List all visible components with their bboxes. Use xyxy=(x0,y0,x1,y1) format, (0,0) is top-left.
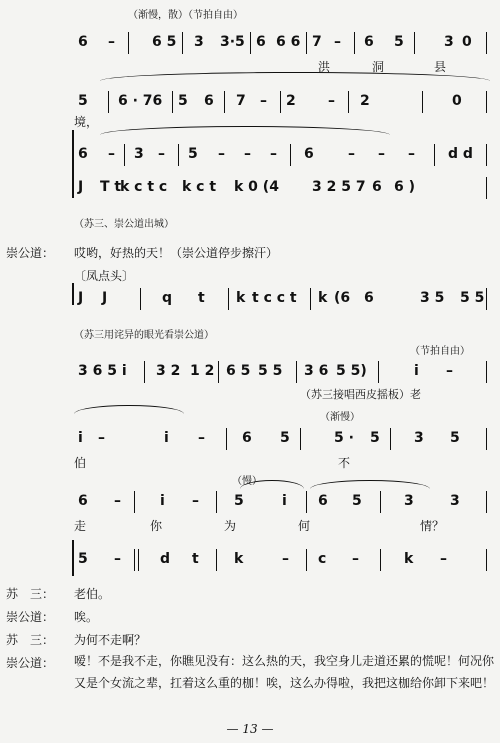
note: 6 xyxy=(364,290,374,306)
direction-2: （苏三、崇公道出城） xyxy=(74,219,174,230)
notation-row xyxy=(74,363,498,385)
barline xyxy=(422,91,423,113)
note: k xyxy=(236,290,246,306)
note: 5 · xyxy=(334,430,354,446)
note: – xyxy=(446,363,453,379)
notation-row xyxy=(74,34,498,56)
note: (6 xyxy=(334,290,351,306)
barline xyxy=(310,288,311,310)
slur xyxy=(100,126,390,135)
note: 6 xyxy=(318,493,328,509)
notation-row xyxy=(74,551,498,573)
direction-6: （渐慢） xyxy=(320,412,360,423)
note: – xyxy=(270,146,277,162)
lyric-char: 县 xyxy=(434,60,447,74)
barline xyxy=(300,428,301,450)
note: 5 xyxy=(394,34,404,50)
barline xyxy=(306,491,307,513)
note: 3 6 xyxy=(304,363,329,379)
barline xyxy=(486,144,487,166)
speech-paragraph: 嗳！不是我不走，你瞧见没有：这么热的天，我空身儿走道还累的慌呢！何况你又是个女流之辈，扛着这么重的枷！唉，这么办得啦，我把这枷给你卸下来吧！ xyxy=(74,654,495,690)
barline xyxy=(306,32,307,54)
note: 3 xyxy=(194,34,204,50)
note: 6 xyxy=(78,493,88,509)
note: 1 2 xyxy=(190,363,215,379)
note: 5 xyxy=(280,430,290,446)
barline xyxy=(380,549,381,571)
note: 5 xyxy=(450,430,460,446)
note: 5 xyxy=(188,146,198,162)
speech-line: 唉。 xyxy=(74,610,99,624)
speaker-label: 崇公道： xyxy=(6,610,55,624)
lyric-char: 何 xyxy=(298,519,311,533)
note: 5 xyxy=(78,551,88,567)
label-fengdiantou: 〔凤点头〕 xyxy=(74,269,135,283)
barline xyxy=(414,32,415,54)
note: 6 xyxy=(364,34,374,50)
note: i xyxy=(78,430,83,446)
direction-4: （节拍自由） xyxy=(410,346,470,357)
note: – xyxy=(158,146,165,162)
note: 3 xyxy=(414,430,424,446)
note: – xyxy=(192,493,199,509)
speaker-label: 崇公道： xyxy=(6,246,55,260)
note: – xyxy=(218,146,225,162)
barline xyxy=(486,91,487,113)
note: – xyxy=(244,146,251,162)
direction-5: （苏三接唱西皮摇板）老 xyxy=(300,388,421,401)
note: t xyxy=(198,290,205,306)
barline xyxy=(348,91,349,113)
note: – xyxy=(198,430,205,446)
note: 3 6 5 i xyxy=(78,363,127,379)
note: 7 xyxy=(312,34,322,50)
lyric-char: 洪 xyxy=(318,60,331,74)
note: k c t xyxy=(182,179,217,195)
note: J xyxy=(78,290,84,306)
barline xyxy=(134,549,139,571)
direction-3: （苏三用诧异的眼光看崇公道） xyxy=(74,330,214,341)
lyric-char: 你 xyxy=(150,519,163,533)
barline xyxy=(144,361,145,383)
barline xyxy=(228,288,229,310)
slur xyxy=(310,480,430,489)
barline xyxy=(486,491,487,513)
barline xyxy=(390,428,391,450)
lyric-char: 走 xyxy=(74,519,87,533)
note: 3 xyxy=(134,146,144,162)
note: – xyxy=(260,93,267,109)
note: – xyxy=(108,146,115,162)
notation-row xyxy=(74,290,498,312)
notation-row xyxy=(74,146,498,168)
notation-row xyxy=(74,93,498,115)
barline xyxy=(486,288,487,310)
note: 6 xyxy=(78,146,88,162)
barline xyxy=(486,32,487,54)
lyric-char: 洞 xyxy=(372,60,385,74)
note: 6 xyxy=(256,34,266,50)
barline xyxy=(124,144,125,166)
note: 6 · 76 xyxy=(118,93,163,109)
barline xyxy=(486,428,487,450)
note: – xyxy=(114,551,121,567)
barline xyxy=(108,91,109,113)
note: 2 xyxy=(360,93,370,109)
note: 6 xyxy=(78,34,88,50)
note: 0 xyxy=(462,34,472,50)
note: 3 2 xyxy=(156,363,181,379)
lyric-char: 为 xyxy=(224,519,237,533)
page-number: — 13 — xyxy=(226,722,274,736)
note: 5 xyxy=(178,93,188,109)
note: – xyxy=(378,146,385,162)
lyric-char: 境， xyxy=(74,115,99,129)
lyric-char: 情？ xyxy=(420,519,445,533)
note: J xyxy=(78,179,84,195)
note: q xyxy=(162,290,173,306)
speaker-label: 苏 三： xyxy=(6,587,55,601)
note: 6 6 xyxy=(276,34,301,50)
barline xyxy=(224,91,225,113)
note: – xyxy=(282,551,289,567)
direction-1: （渐慢，散）（节拍自由） xyxy=(128,10,243,21)
note: 6 ) xyxy=(394,179,416,195)
slur xyxy=(100,72,490,81)
note: 3 xyxy=(450,493,460,509)
note: – xyxy=(114,493,121,509)
note: k 0 (4 xyxy=(234,179,279,195)
barline xyxy=(380,491,381,513)
speech-line: 老伯。 xyxy=(74,587,111,601)
barline xyxy=(486,361,487,383)
slur xyxy=(74,405,184,414)
barline xyxy=(134,491,135,513)
note: d d xyxy=(448,146,473,162)
note: 5 xyxy=(370,430,380,446)
note: 3 2 5 7 xyxy=(312,179,366,195)
note: 5 xyxy=(78,93,88,109)
note: – xyxy=(440,551,447,567)
note: 3 5 xyxy=(420,290,445,306)
barline xyxy=(486,177,487,199)
note: 2 xyxy=(286,93,296,109)
note: 0 xyxy=(452,93,462,109)
note: i xyxy=(282,493,287,509)
slur xyxy=(240,480,304,489)
note: k c t c xyxy=(120,179,168,195)
barline xyxy=(354,32,355,54)
note: – xyxy=(348,146,355,162)
barline xyxy=(178,144,179,166)
note: 6 5 xyxy=(152,34,177,50)
note: k xyxy=(318,290,328,306)
barline xyxy=(226,428,227,450)
lyric-char: 伯 xyxy=(74,456,87,470)
note: – xyxy=(328,93,335,109)
barline xyxy=(434,144,435,166)
note: 5 5 xyxy=(460,290,485,306)
note: i xyxy=(414,363,419,379)
barline xyxy=(250,32,251,54)
note: – xyxy=(98,430,105,446)
speaker-label: 苏 三： xyxy=(6,633,55,647)
note: 6 xyxy=(372,179,382,195)
note: 3·5 xyxy=(220,34,245,50)
speech-line: 哎哟，好热的天！（崇公道停步擦汗） xyxy=(74,246,279,260)
barline xyxy=(296,361,297,383)
note: – xyxy=(408,146,415,162)
note: 6 5 xyxy=(226,363,251,379)
barline xyxy=(172,91,173,113)
note: 7 xyxy=(236,93,246,109)
note: 5 5 xyxy=(258,363,283,379)
speaker-label: 崇公道： xyxy=(6,656,55,670)
note: 5 5) xyxy=(336,363,367,379)
barline xyxy=(378,361,379,383)
barline xyxy=(218,361,219,383)
note: k xyxy=(404,551,414,567)
note: T t xyxy=(100,179,122,195)
note: i xyxy=(160,493,165,509)
barline xyxy=(216,549,217,571)
barline xyxy=(182,32,183,54)
barline xyxy=(128,32,129,54)
note: – xyxy=(108,34,115,50)
note: t c c t xyxy=(252,290,297,306)
direction-7: （慢） xyxy=(232,476,262,487)
notation-row xyxy=(74,179,498,201)
barline xyxy=(216,491,217,513)
note: 6 xyxy=(242,430,252,446)
barline xyxy=(290,144,291,166)
notation-row xyxy=(74,493,498,515)
note: k xyxy=(234,551,244,567)
note: c xyxy=(318,551,327,567)
note: – xyxy=(352,551,359,567)
note: 3 xyxy=(444,34,454,50)
note: d xyxy=(160,551,171,567)
note: 5 xyxy=(234,493,244,509)
lyric-char: 不 xyxy=(338,456,351,470)
barline xyxy=(486,549,487,571)
note: i xyxy=(164,430,169,446)
note: – xyxy=(334,34,341,50)
note: t xyxy=(192,551,199,567)
note: 5 xyxy=(352,493,362,509)
barline xyxy=(280,91,281,113)
note: 6 xyxy=(204,93,214,109)
speech-line: 为何不走啊？ xyxy=(74,633,147,647)
notation-row xyxy=(74,430,498,452)
barline xyxy=(306,549,307,571)
note: 6 xyxy=(304,146,314,162)
note: 3 xyxy=(404,493,414,509)
note: J xyxy=(102,290,108,306)
barline xyxy=(140,288,141,310)
